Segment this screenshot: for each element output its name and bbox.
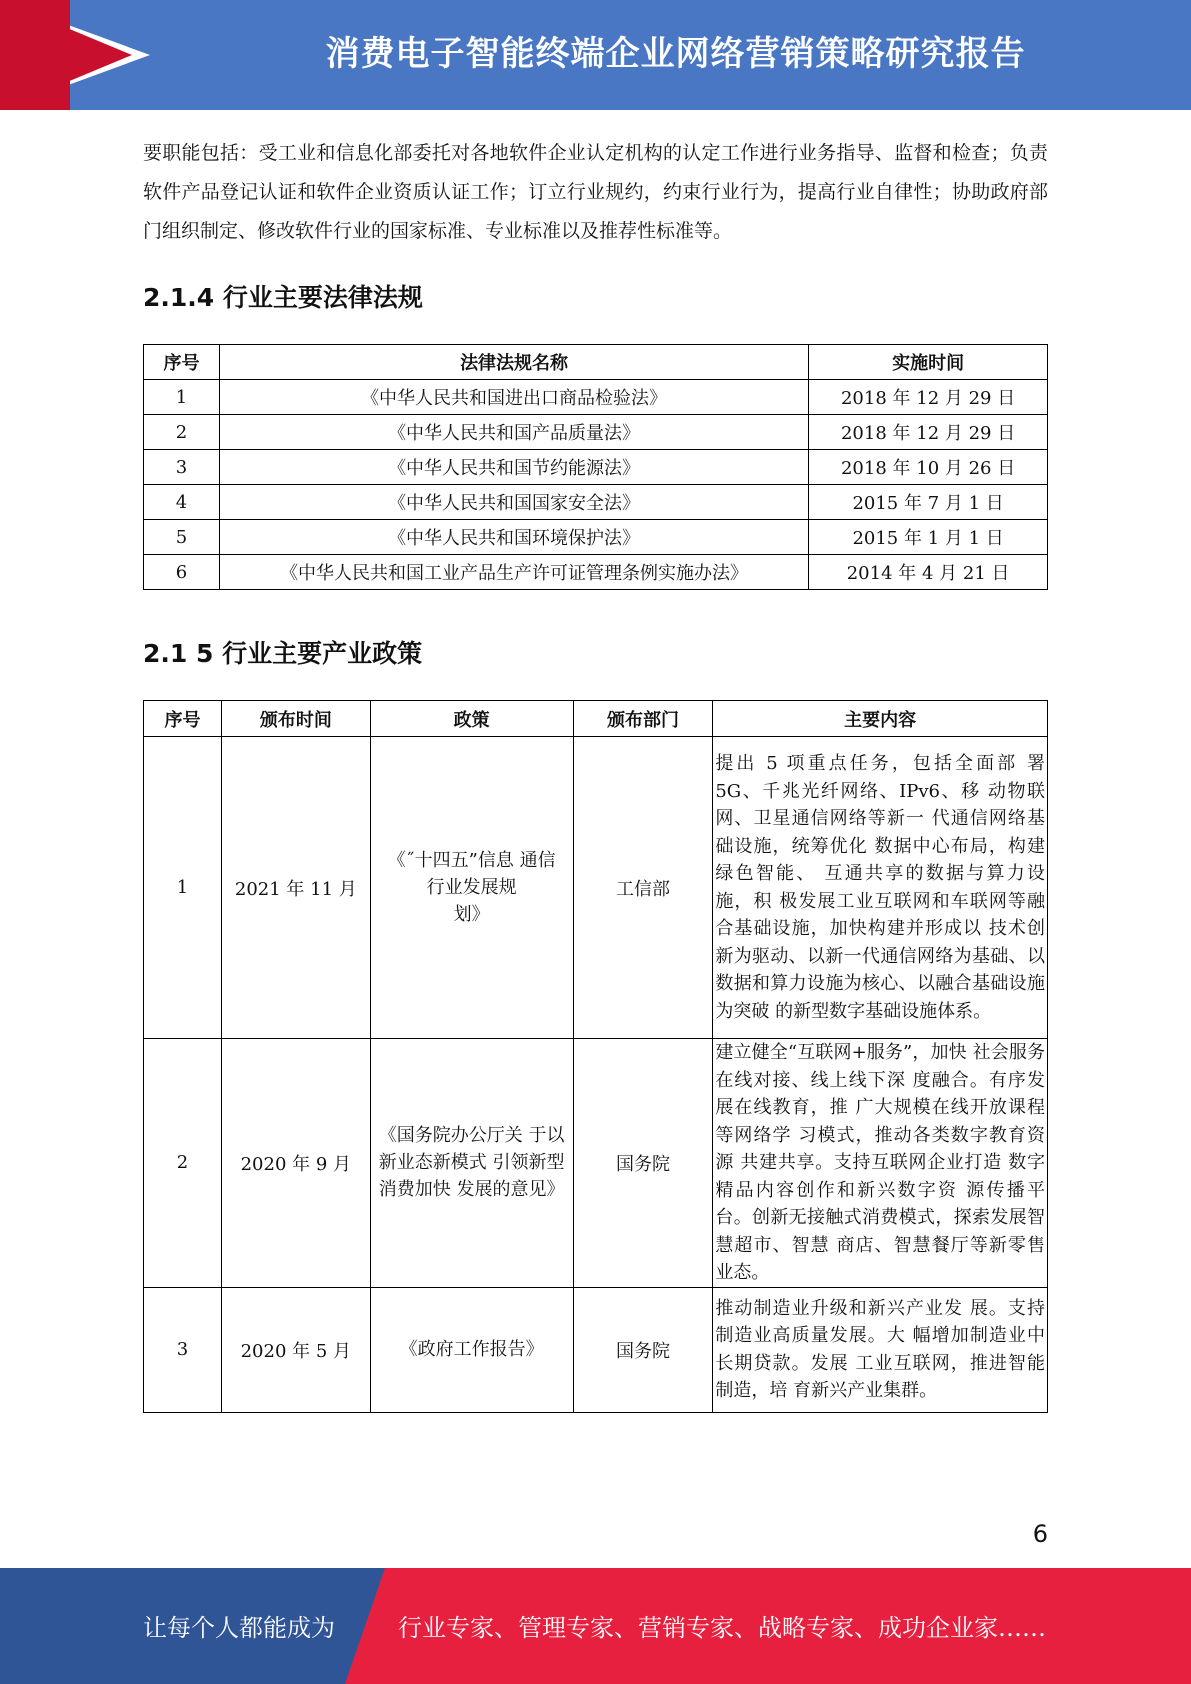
row-number: 6 [144, 555, 220, 590]
table-row [144, 1039, 1048, 1288]
intro-paragraph: 要职能包括：受工业和信息化部委托对各地软件企业认定机构的认定工作进行业务指导、监督和检查；负责软件产品登记认证和软件企业资质认证工作；订立行业规约，约束行业行为，提高行业自律性；协助政府部门组织制定、修改软件行业的国家标准、专业标准以及推荐性标准等。 [143, 142, 1048, 242]
footer-blue-slant [345, 1568, 385, 1684]
effective-date: 2015 年 7 月 1 日 [809, 485, 1048, 520]
footer-slogan-left: 让每个人都能成为 [143, 1614, 335, 1642]
policy-name: 《政府工作报告》 [370, 1287, 573, 1412]
law-name: 《中华人民共和国环境保护法》 [219, 520, 808, 555]
header-cell: 颁布部门 [573, 701, 713, 737]
table-row [144, 380, 1048, 415]
policies-table [143, 700, 1048, 1413]
header-cell: 序号 [144, 701, 222, 737]
row-number: 3 [144, 1287, 222, 1412]
law-name: 《中华人民共和国进出口商品检验法》 [219, 380, 808, 415]
report-title: 消费电子智能终端企业网络营销策略研究报告 [325, 34, 1026, 74]
effective-date: 2014 年 4 月 21 日 [809, 555, 1048, 590]
page-footer [0, 1568, 1191, 1684]
effective-date: 2018 年 10 月 26 日 [809, 450, 1048, 485]
table-row [144, 1287, 1048, 1412]
section-title-policies: 2.1 5 行业主要产业政策 [143, 639, 423, 668]
law-name: 《中华人民共和国工业产品生产许可证管理条例实施办法》 [219, 555, 808, 590]
issuing-department: 工信部 [573, 737, 713, 1039]
issue-date: 2020 年 9 月 [221, 1039, 370, 1288]
policy-name: 《˝十四五”信息 通信行业发展规 划》 [370, 737, 573, 1039]
policy-content: 推动制造业升级和新兴产业发 展。支持制造业高质量发展。大 幅增加制造业中长期贷款。发展 工业互联网，推进智能制造，培 育新兴产业集群。 [713, 1287, 1048, 1412]
section-title-laws: 2.1.4 行业主要法律法规 [143, 283, 423, 312]
effective-date: 2015 年 1 月 1 日 [809, 520, 1048, 555]
header-cell: 主要内容 [713, 701, 1048, 737]
issuing-department: 国务院 [573, 1039, 713, 1288]
page-number: 6 [1032, 1520, 1048, 1548]
row-number: 1 [144, 737, 222, 1039]
header-cell: 颁布时间 [221, 701, 370, 737]
row-number: 2 [144, 1039, 222, 1288]
law-name: 《中华人民共和国产品质量法》 [219, 415, 808, 450]
issue-date: 2020 年 5 月 [221, 1287, 370, 1412]
table-row [144, 450, 1048, 485]
header-cell: 政策 [370, 701, 573, 737]
policy-name: 《国务院办公厅关 于以新业态新模式 引领新型消费加快 发展的意见》 [370, 1039, 573, 1288]
table-header-row [144, 701, 1048, 737]
row-number: 3 [144, 450, 220, 485]
effective-date: 2018 年 12 月 29 日 [809, 415, 1048, 450]
issue-date: 2021 年 11 月 [221, 737, 370, 1039]
policy-content: 提出 5 项重点任务，包括全面部 署 5G、千兆光纤网络、IPv6、移 动物联网、卫星通信网络等新一 代通信网络基础设施，统筹优化 数据中心布局，构建绿色智能、 互通共享的数据与算力设施，积 极发展工业互联网和车联网等融 合基础设施，加快构建并形成以 技术创新为驱动、以新一代通信网络为基础、以数据和算力设施为核心、以融合基础设施为突破 的新型数字基础设施体系。 [713, 737, 1048, 1039]
law-name: 《中华人民共和国国家安全法》 [219, 485, 808, 520]
table-row [144, 520, 1048, 555]
table-row [144, 485, 1048, 520]
issuing-department: 国务院 [573, 1287, 713, 1412]
table-row [144, 415, 1048, 450]
table-header-row [144, 345, 1048, 380]
header-red-block [0, 0, 70, 110]
laws-table [143, 344, 1048, 590]
table-row [144, 737, 1048, 1039]
row-number: 1 [144, 380, 220, 415]
effective-date: 2018 年 12 月 29 日 [809, 380, 1048, 415]
page-header [0, 0, 1191, 110]
law-name: 《中华人民共和国节约能源法》 [219, 450, 808, 485]
row-number: 5 [144, 520, 220, 555]
header-cell: 实施时间 [809, 345, 1048, 380]
header-cell: 法律法规名称 [219, 345, 808, 380]
policy-content: 建立健全“互联网+服务”，加快 社会服务在线对接、线上线下深 度融合。有序发展在线教育，推 广大规模在线开放课程等网络学 习模式，推动各类数字教育资源 共建共享。支持互联网企业打造 数字精品内容创作和新兴数字资 源传播平台。创新无接触式消费模式，探索发展智慧超市、智慧 商店、智慧餐厅等新零售业态。 [713, 1039, 1048, 1288]
table-row [144, 555, 1048, 590]
footer-slogan-right: 行业专家、管理专家、营销专家、战略专家、成功企业家…… [398, 1614, 1046, 1642]
row-number: 2 [144, 415, 220, 450]
row-number: 4 [144, 485, 220, 520]
header-cell: 序号 [144, 345, 220, 380]
